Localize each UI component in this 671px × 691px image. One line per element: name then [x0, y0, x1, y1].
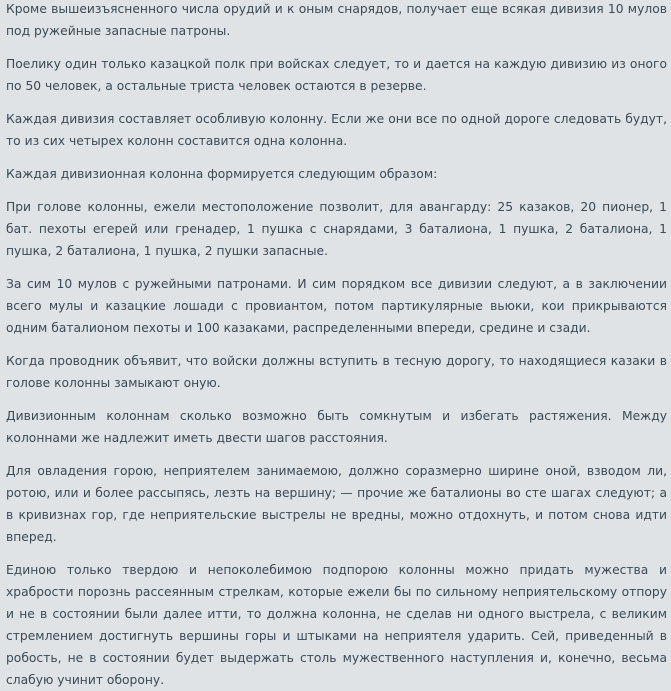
paragraph-9: Для овладения горою, неприятелем занимаемою, должно соразмерно ширине оной, взводом ли, ротою, или и более рассыпясь, лезть на вершину; — прочие же баталионы во сте шагах следуют; а в кривизнах гор, где неприятельские выстрелы не вредны, можно отдохнуть, и потом снова идти вперед.	[6, 464, 667, 544]
paragraph-10: Единою только твердою и непоколебимою подпорою колонны можно придать мужества и храбрости порознь рассеянным стрелкам, которые ежели бы по сильному неприятельскому отпору и не в состоянии были далее итти, то должна колонна, не сделав ни одного выстрела, с великим стремлением достигнуть вершины горы и штыками на неприятеля ударить. Сей, приведенный в робость, не в состоянии будет выдержать столь мужественного наступления и, конечно, весьма слабую учинит оборону.	[6, 563, 667, 687]
paragraph-7: Когда проводник объявит, что войски должны вступить в тесную дорогу, то находящиеся казаки в голове колонны замыкают оную.	[6, 354, 667, 390]
paragraph-5: При голове колонны, ежели местоположение позволит, для авангарду: 25 казаков, 20 пионер, 1 бат. пехоты егерей или гренадер, 1 пушка с снарядами, 3 баталиона, 1 пушка, 2 баталиона, 1 пушка, 2 баталиона, 1 пушка, 2 пушки запасные.	[6, 200, 667, 258]
paragraph-1: Кроме вышеизъясненного числа орудий и к оным снарядов, получает еще всякая дивизия 10 мулов под ружейные запасные патроны.	[6, 2, 667, 38]
paragraph-4: Каждая дивизионная колонна формируется следующим образом:	[6, 167, 438, 181]
paragraph-3: Каждая дивизия составляет особливую колонну. Если же они все по одной дороге следовать будут, то из сих четырех колонн составится одна колонна.	[6, 112, 667, 148]
paragraph-2: Поелику один только казацкой полк при войсках следует, то и дается на каждую дивизию из оного по 50 человек, а остальные триста человек остаются в резерве.	[6, 57, 667, 93]
paragraph-6: За сим 10 мулов с ружейными патронами. И сим порядком все дивизии следуют, а в заключении всего мулы и казацкие лошади с провиантом, потом партикулярные вьюки, кои прикрываются одним баталионом пехоты и 100 казаками, распределенными впереди, средине и сзади.	[6, 277, 667, 335]
paragraph-8: Дивизионным колоннам сколько возможно быть сомкнутым и избегать растяжения. Между колоннами же надлежит иметь двести шагов расстояния.	[6, 409, 667, 445]
